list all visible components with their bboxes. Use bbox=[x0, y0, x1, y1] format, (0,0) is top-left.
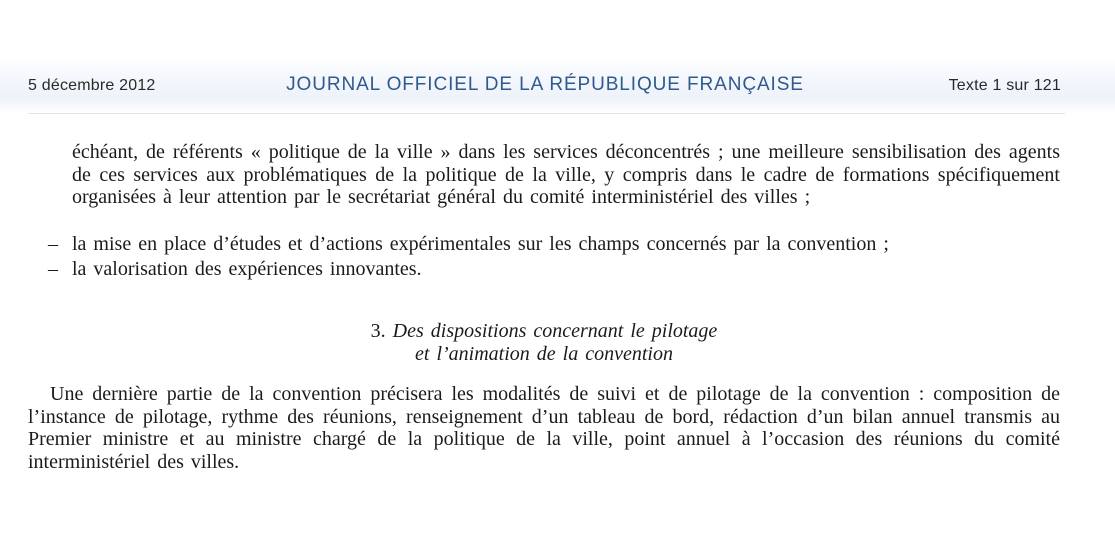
section-number: 3. bbox=[370, 320, 386, 342]
continued-paragraph: échéant, de référents « politique de la ville » dans les services déconcentrés ; une meilleure sensibilisation des agents de ces services aux problématiques de la politique de la ville, y compris dans le cadre de formations spécifiquement organisées à leur attention par le secrétariat général du comité interministériel des villes ; bbox=[72, 141, 1060, 208]
list-dash: – bbox=[48, 233, 58, 255]
section-heading-line1 bbox=[0, 320, 1088, 343]
page-indicator: Texte 1 sur 121 bbox=[948, 77, 1061, 94]
list-item bbox=[48, 258, 1060, 281]
journal-title: JOURNAL OFFICIEL DE LA RÉPUBLIQUE FRANÇAISE bbox=[286, 74, 804, 95]
section-title-line2: et l’animation de la convention bbox=[415, 343, 673, 365]
section-heading-line2 bbox=[0, 343, 1088, 366]
section-heading bbox=[0, 320, 1088, 366]
list-item-text: la mise en place d’études et d’actions expérimentales sur les champs concernés par la convention ; bbox=[72, 233, 889, 255]
list-dash: – bbox=[48, 258, 58, 280]
list-item-text: la valorisation des expériences innovantes. bbox=[72, 258, 422, 280]
publication-date: 5 décembre 2012 bbox=[28, 77, 156, 94]
list-item bbox=[48, 233, 1060, 256]
body-paragraph: Une dernière partie de la convention précisera les modalités de suivi et de pilotage de la convention : composition de l’instance de pilotage, rythme des réunions, renseignement d’un tableau de bord, rédaction d’un bilan annuel transmis au Premier ministre et au ministre chargé de la politique de la ville, point annuel à l’occasion des réunions du comité interministériel des villes. bbox=[28, 383, 1060, 473]
header-divider bbox=[28, 113, 1065, 114]
section-title-line1: Des dispositions concernant le pilotage bbox=[392, 320, 718, 342]
